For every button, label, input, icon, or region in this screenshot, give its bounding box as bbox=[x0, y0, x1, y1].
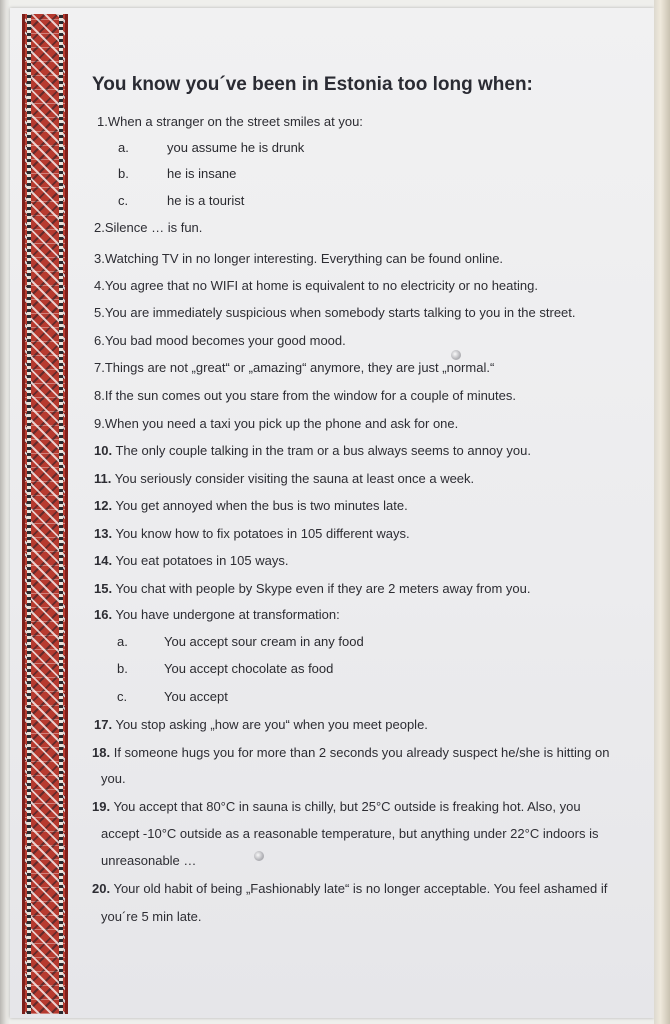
item-number: 3. bbox=[94, 251, 105, 266]
list-item-16 bbox=[94, 607, 340, 622]
item-text-line2: accept -10°C outside as a reasonable temperature, but anything under 22°C indoors is bbox=[101, 826, 599, 841]
item-text: You eat potatoes in 105 ways. bbox=[115, 553, 289, 568]
list-item-15 bbox=[94, 581, 531, 596]
list-item-13 bbox=[94, 526, 410, 541]
sub-letter: a. bbox=[117, 634, 128, 649]
sub-letter: a. bbox=[118, 140, 129, 155]
sub-item-text: You accept bbox=[164, 689, 228, 704]
item-number: 6. bbox=[94, 333, 105, 348]
list-item-14 bbox=[94, 553, 288, 568]
list-item-18-cont bbox=[101, 771, 126, 786]
item-text-line1: If someone hugs you for more than 2 seconds you already suspect he/she is hitting on bbox=[113, 745, 610, 760]
item-text-line1: You accept that 80°C in sauna is chilly, but 25°C outside is freaking hot. Also, you bbox=[113, 799, 581, 814]
item-number: 14. bbox=[94, 553, 113, 568]
list-item-19 bbox=[92, 799, 581, 814]
item-text: You bad mood becomes your good mood. bbox=[104, 333, 346, 348]
list-item-6 bbox=[94, 333, 346, 348]
item-text: You agree that no WIFI at home is equivalent to no electricity or no heating. bbox=[104, 278, 538, 293]
item-text: When you need a taxi you pick up the phone and ask for one. bbox=[104, 416, 459, 431]
item-text: When a stranger on the street smiles at you: bbox=[107, 114, 363, 129]
list-item-11 bbox=[94, 471, 474, 486]
list-item-20 bbox=[92, 881, 607, 896]
item-text: You get annoyed when the bus is two minutes late. bbox=[115, 498, 408, 513]
item-text-line2: you. bbox=[101, 771, 126, 786]
item-number: 16. bbox=[94, 607, 113, 622]
sub-letter: c. bbox=[117, 689, 128, 704]
item-text-line2: you´re 5 min late. bbox=[101, 909, 202, 924]
item-text-line3: unreasonable … bbox=[101, 853, 197, 868]
sub-item-text: he is a tourist bbox=[167, 193, 245, 208]
item-text: You seriously consider visiting the sauna at least once a week. bbox=[114, 471, 475, 486]
list-item-12 bbox=[94, 498, 408, 513]
item-number: 18. bbox=[92, 745, 111, 760]
item-text: If the sun comes out you stare from the window for a couple of minutes. bbox=[104, 388, 516, 403]
list-item-5 bbox=[94, 305, 576, 320]
item-number: 19. bbox=[92, 799, 111, 814]
item-number: 2. bbox=[94, 220, 105, 235]
list-item-8 bbox=[94, 388, 516, 403]
sub-item-text: You accept sour cream in any food bbox=[164, 634, 364, 649]
sub-item-text: You accept chocolate as food bbox=[164, 661, 334, 676]
item-number: 10. bbox=[94, 443, 113, 458]
item-text: You stop asking „how are you“ when you meet people. bbox=[115, 717, 428, 732]
item-number: 7. bbox=[94, 360, 105, 375]
item-number: 11. bbox=[94, 471, 112, 486]
item-number: 20. bbox=[92, 881, 111, 896]
item-number: 17. bbox=[94, 717, 113, 732]
list-item-7 bbox=[94, 360, 494, 375]
list-item-10 bbox=[94, 443, 531, 458]
list-item-19-cont2 bbox=[101, 853, 196, 868]
list-item-9 bbox=[94, 416, 458, 431]
sub-letter: c. bbox=[118, 193, 129, 208]
ornamental-border bbox=[22, 14, 68, 1014]
item-text: Silence … is fun. bbox=[104, 220, 203, 235]
item-number: 8. bbox=[94, 388, 105, 403]
item-text-line1: Your old habit of being „Fashionably late“ is no longer acceptable. You feel ashamed if bbox=[113, 881, 608, 896]
item-text: You know how to fix potatoes in 105 different ways. bbox=[115, 526, 410, 541]
item-number: 13. bbox=[94, 526, 113, 541]
item-text: You are immediately suspicious when somebody starts talking to you in the street. bbox=[104, 305, 576, 320]
list-item-2 bbox=[94, 220, 202, 235]
page-title: You know you´ve been in Estonia too long when: bbox=[92, 74, 533, 95]
frame-edge bbox=[654, 0, 670, 1024]
list-item-17 bbox=[94, 717, 428, 732]
list-item-3 bbox=[94, 251, 503, 266]
list-item-4 bbox=[94, 278, 538, 293]
list-item-18 bbox=[92, 745, 609, 760]
list-item-1 bbox=[97, 114, 363, 129]
item-text: Watching TV in no longer interesting. Everything can be found online. bbox=[104, 251, 504, 266]
list-item-20-cont bbox=[101, 909, 201, 924]
item-number: 1. bbox=[97, 114, 108, 129]
item-text: You chat with people by Skype even if they are 2 meters away from you. bbox=[115, 581, 531, 596]
sub-letter: b. bbox=[118, 166, 129, 181]
sub-item-text: you assume he is drunk bbox=[167, 140, 305, 155]
water-droplet bbox=[451, 350, 461, 360]
item-text: Things are not „great“ or „amazing“ anymore, they are just „normal.“ bbox=[104, 360, 495, 375]
sub-item-text: he is insane bbox=[167, 166, 237, 181]
item-text: You have undergone at transformation: bbox=[115, 607, 340, 622]
item-number: 12. bbox=[94, 498, 113, 513]
sub-letter: b. bbox=[117, 661, 128, 676]
item-number: 9. bbox=[94, 416, 105, 431]
item-number: 5. bbox=[94, 305, 105, 320]
item-text: The only couple talking in the tram or a bus always seems to annoy you. bbox=[115, 443, 531, 458]
water-droplet bbox=[254, 851, 264, 861]
list-item-19-cont bbox=[101, 826, 598, 841]
item-number: 4. bbox=[94, 278, 105, 293]
item-number: 15. bbox=[94, 581, 113, 596]
